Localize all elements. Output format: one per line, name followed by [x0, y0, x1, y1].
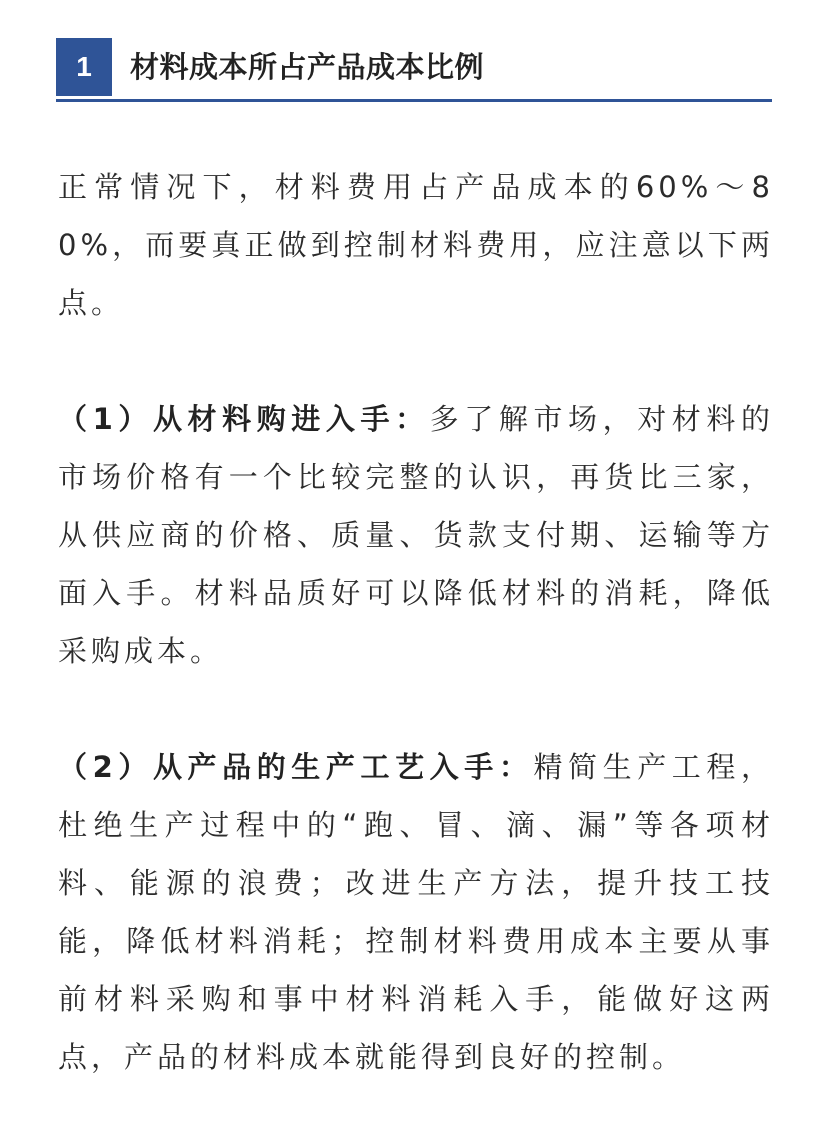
paragraph-point-2: [58, 738, 774, 1086]
section-header: [56, 38, 772, 104]
paragraph-intro: [58, 158, 774, 332]
paragraph-point-1: [58, 390, 774, 680]
paragraph-intro-text: 正常情况下，材料费用占产品成本的60%～80%，而要真正做到控制材料费用，应注意以下两点。: [58, 170, 774, 320]
section-title: 材料成本所占产品成本比例: [130, 50, 485, 84]
article-body: [58, 158, 774, 1086]
point-2-heading: （2）从产品的生产工艺入手：: [58, 750, 534, 784]
point-1-text: 多了解市场，对材料的市场价格有一个比较完整的认识，再货比三家，从供应商的价格、质量、货款支付期、运输等方面入手。材料品质好可以降低材料的消耗，降低采购成本。: [58, 402, 774, 668]
section-number-badge: 1: [56, 38, 112, 96]
header-divider: [56, 99, 772, 102]
point-2-text: 精简生产工程，杜绝生产过程中的“跑、冒、滴、漏”等各项材料、能源的浪费；改进生产方法，提升技工技能，降低材料消耗；控制材料费用成本主要从事前材料采购和事中材料消耗入手，能做好这两点，产品的材料成本就能得到良好的控制。: [58, 750, 774, 1074]
point-1-heading: （1）从材料购进入手：: [58, 402, 430, 436]
